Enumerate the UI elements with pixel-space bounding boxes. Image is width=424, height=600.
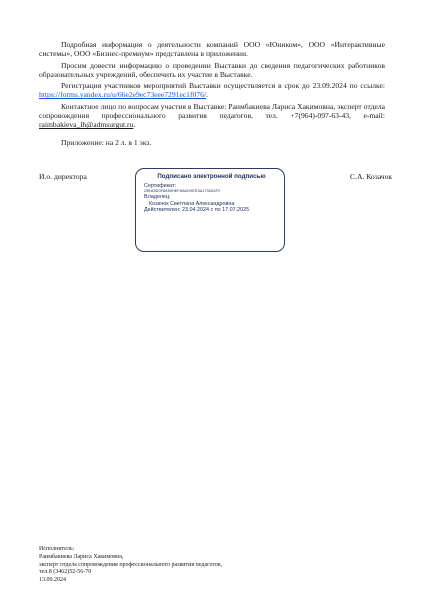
signer-role: И.о. директора <box>39 172 87 181</box>
paragraph-request: Просим довести информацию о проведении Выставки до сведения педагогических работников образовательных учреждений, обеспечить их участие в Выставке. <box>39 60 385 79</box>
paragraph-companies: Подробная информация о деятельности компаний ООО «Юником», ООО «Интерактивные системы», ООО «Бизнес-премиум» представлена в приложении. <box>39 40 385 59</box>
contact-suffix: . <box>133 120 136 130</box>
footer-line: 13.09.2024 <box>39 577 66 584</box>
footer-line: эксперт отдела сопровождения профессионального развития педагогов, <box>39 561 223 568</box>
footer-line: тел.8 (3462)52-56-70 <box>39 569 92 576</box>
footer-line: Раимбакиева Лариса Хакимовна, <box>39 553 124 560</box>
paragraph-registration <box>39 81 385 99</box>
stamp-cert-value: 29EA5D0F8A50HEF8A8CHEE3A1732A3F2 <box>144 189 221 194</box>
registration-link[interactable]: https://forms.yandex.ru/u/66e2e9ec73eee7291ec1f076/ <box>39 90 207 100</box>
stamp-title: Подписано электронной подписью <box>157 173 266 180</box>
paragraph-contact <box>39 102 385 129</box>
stamp-owner-label: Владелец: <box>144 194 171 201</box>
registration-suffix: . <box>206 90 208 100</box>
signer-name: С.А. Козачок <box>350 172 393 181</box>
letter-body <box>39 40 385 129</box>
footer-line: Исполнитель: <box>39 546 75 552</box>
electronic-signature-stamp <box>135 168 285 252</box>
executor-footer <box>39 546 222 585</box>
stamp-cert-label: Сертификат: <box>144 183 177 189</box>
stamp-owner-value: Козачок Светлана Александровна <box>149 200 235 207</box>
stamp-valid-period: Действителен: 23.04.2024 с по 17.07.2025 <box>144 207 250 214</box>
attachment-note: Приложение: на 2 л. в 1 экз. <box>61 138 152 147</box>
contact-text: Контактное лицо по вопросам участия в Выставке: Раимбакиева Лариса Хакимовна, эксперт отдела сопровождения профессионального развития педагогов, тел. +7(964)-097-63-43, e-mail: <box>39 102 385 121</box>
registration-text: Регистрация участников мероприятий Выставки осуществляется в срок до 23.09.2024 по ссылке: <box>61 81 385 91</box>
contact-email-link[interactable]: raimbakieva_lh@admsurgut.ru <box>39 120 134 130</box>
